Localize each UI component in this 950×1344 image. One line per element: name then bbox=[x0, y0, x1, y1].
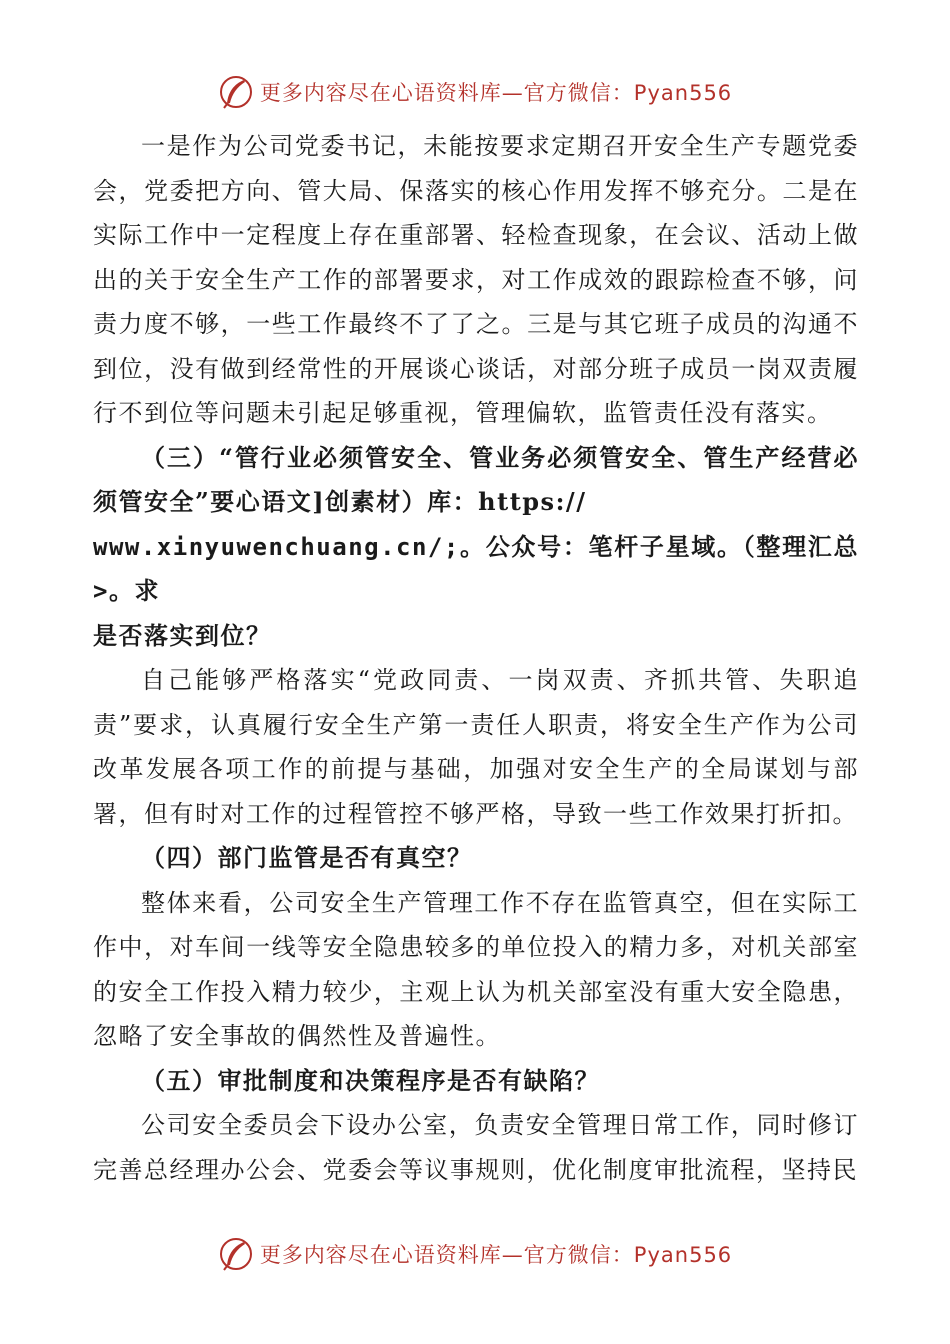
paragraph-1: 一是作为公司党委书记，未能按要求定期召开安全生产专题党委会，党委把方向、管大局、保落实的核心作用发挥不够充分。二是在实际工作中一定程度上存在重部署、轻检查现象，在会议、活动上做出的关于安全生产工作的部署要求，对工作成效的跟踪检查不够，问责力度不够，一些工作最终不了了之。三是与其它班子成员的沟通不到位，没有做到经常性的开展谈心谈话，对部分班子成员一岗双责履行不到位等问题未引起足够重视，管理偏软，监管责任没有落实。 bbox=[93, 132, 859, 427]
paragraph-4: 整体来看，公司安全生产管理工作不存在监管真空，但在实际工作中，对车间一线等安全隐患较多的单位投入的精力多，对机关部室的安全工作投入精力较少，主观上认为机关部室没有重大安全隐患， 忽略了安全事故的偶然性及普遍性。 bbox=[93, 888, 859, 1050]
heading-5: （五）审批制度和决策程序是否有缺陷？ bbox=[141, 1065, 600, 1095]
watermark-text: 更多内容尽在心语资料库—官方微信：Pyan556 bbox=[259, 81, 733, 105]
watermark-text: 更多内容尽在心语资料库—官方微信：Pyan556 bbox=[259, 1243, 733, 1267]
feather-pen-logo-icon bbox=[218, 74, 254, 110]
heading-4: （四）部门监管是否有真空？ bbox=[141, 843, 473, 872]
heading-3-line-1: （三）“管行业必须管安全、管业务必须管安全、管生产经营必须管安全”要心语文]创素材）库：https:// bbox=[93, 442, 859, 516]
watermark-header bbox=[0, 72, 950, 112]
document-body bbox=[93, 124, 859, 1192]
heading-3-line-3: 是否落实到位？ bbox=[93, 620, 272, 650]
paragraph-5: 公司安全委员会下设办公室，负责安全管理日常工作，同时修订完善总经理办公会、党委会等议事规则，优化制度审批流程，坚持民 bbox=[93, 1111, 859, 1184]
watermark-footer bbox=[0, 1234, 950, 1274]
feather-pen-logo-icon bbox=[218, 1236, 254, 1272]
heading-3-url-line bbox=[93, 525, 859, 614]
heading-3 bbox=[93, 436, 859, 525]
heading-3-url: www.xinyuwenchuang.cn/;。公众号：笔杆子星域。（整理汇总>。求 bbox=[93, 532, 859, 605]
paragraph-3: 自己能够严格落实“党政同责、一岗双责、齐抓共管、失职追责”要求，认真履行安全生产第一责任人职责，将安全生产作为公司改革发展各项工作的前提与基础，加强对安全生产的全局谋划与部署，但有时对工作的过程管控不够严格，导致一些工作效果打折扣。 bbox=[93, 666, 859, 828]
